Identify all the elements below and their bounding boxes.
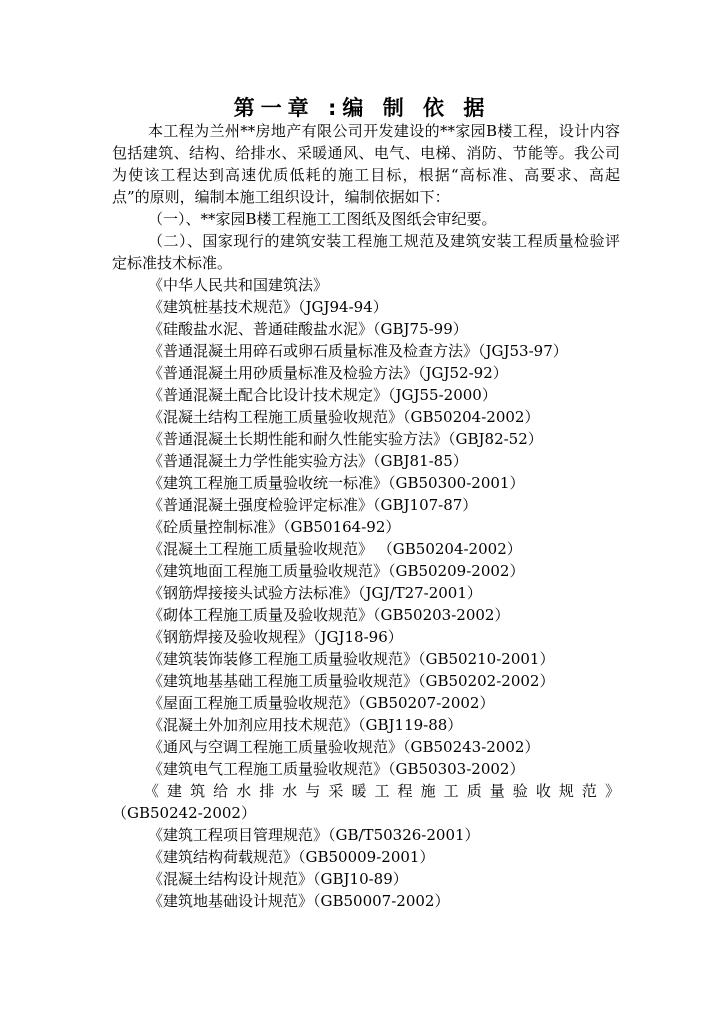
reference-item: 《混凝土工程施工质量验收规范》 （GB50204-2002）: [148, 540, 522, 558]
reference-item: 《硅酸盐水泥、普通硅酸盐水泥》（GBJ75-99）: [148, 320, 468, 338]
reference-item: 《建筑结构荷载规范》（GB50009-2001）: [148, 848, 435, 866]
reference-item: 《混凝土结构设计规范》（GBJ10-89）: [148, 870, 408, 888]
document-body: [112, 120, 620, 912]
reference-long-title: 《建筑给水排水与采暖工程施工质量验收规范》: [144, 782, 620, 800]
reference-item: 《砼质量控制标准》（GB50164-92）: [148, 518, 401, 536]
reference-item: 《建筑电气工程施工质量验收规范》（GB50303-2002）: [148, 760, 525, 778]
reference-item: 《建筑地面工程施工质量验收规范》（GB50209-2002）: [148, 562, 525, 580]
reference-item: 《建筑桩基技术规范》（JGJ94-94）: [148, 298, 388, 316]
reference-item-long: [112, 780, 620, 824]
reference-item: 《混凝土外加剂应用技术规范》（GBJ119-88）: [148, 716, 463, 734]
reference-item: 《普通混凝土力学性能实验方法》（GBJ81-85）: [148, 452, 468, 470]
reference-item: 《普通混凝土用碎石或卵石质量标准及检查方法》（JGJ53-97）: [148, 342, 568, 360]
reference-item: 《混凝土结构工程施工质量验收规范》（GB50204-2002）: [148, 408, 540, 426]
chapter-title: 第一章 :编 制 依 据: [233, 96, 491, 120]
reference-item: 《钢筋焊接接头试验方法标准》（JGJ/T27-2001）: [148, 584, 482, 602]
reference-item: 《普通混凝土配合比设计技术规定》（JGJ55-2000）: [148, 386, 497, 404]
reference-item: 《建筑地基基础工程施工质量验收规范》（GB50202-2002）: [148, 672, 555, 690]
reference-item: 《普通混凝土长期性能和耐久性能实验方法》（GBJ82-52）: [148, 430, 543, 448]
basis-item-2: （二）、国家现行的建筑安装工程施工规范及建筑安装工程质量检验评定标准技术标准。: [112, 232, 620, 272]
reference-item: 《建筑装饰装修工程施工质量验收规范》（GB50210-2001）: [148, 650, 555, 668]
reference-long-code: （GB50242-2002）: [112, 804, 256, 822]
reference-item: 《屋面工程施工质量验收规范》（GB50207-2002）: [148, 694, 495, 712]
reference-item: 《中华人民共和国建筑法》: [148, 276, 329, 294]
reference-item: 《通风与空调工程施工质量验收规范》（GB50243-2002）: [148, 738, 540, 756]
reference-item: 《钢筋焊接及验收规程》（JGJ18-96）: [148, 628, 403, 646]
intro-paragraph: 本工程为兰州**房地产有限公司开发建设的**家园B楼工程，设计内容包括建筑、结构、给排水、采暖通风、电气、电梯、消防、节能等。我公司为使该工程达到高速优质低耗的施工目标，根据“高标准、高要求、高起点”的原则，编制本施工组织设计，编制依据如下：: [112, 122, 620, 206]
reference-item: 《普通混凝土用砂质量标准及检验方法》（JGJ52-92）: [148, 364, 508, 382]
reference-item: 《砌体工程施工质量及验收规范》（GB50203-2002）: [148, 606, 510, 624]
reference-item: 《建筑工程施工质量验收统一标准》（GB50300-2001）: [148, 474, 525, 492]
reference-item: 《普通混凝土强度检验评定标准》（GBJ107-87）: [148, 496, 478, 514]
reference-item: 《建筑工程项目管理规范》（GB/T50326-2001）: [148, 826, 480, 844]
reference-list: [112, 274, 620, 912]
basis-item-1: （一）、**家园B楼工程施工工图纸及图纸会审纪要。: [148, 210, 497, 228]
reference-item: 《建筑地基础设计规范》（GB50007-2002）: [148, 892, 450, 910]
